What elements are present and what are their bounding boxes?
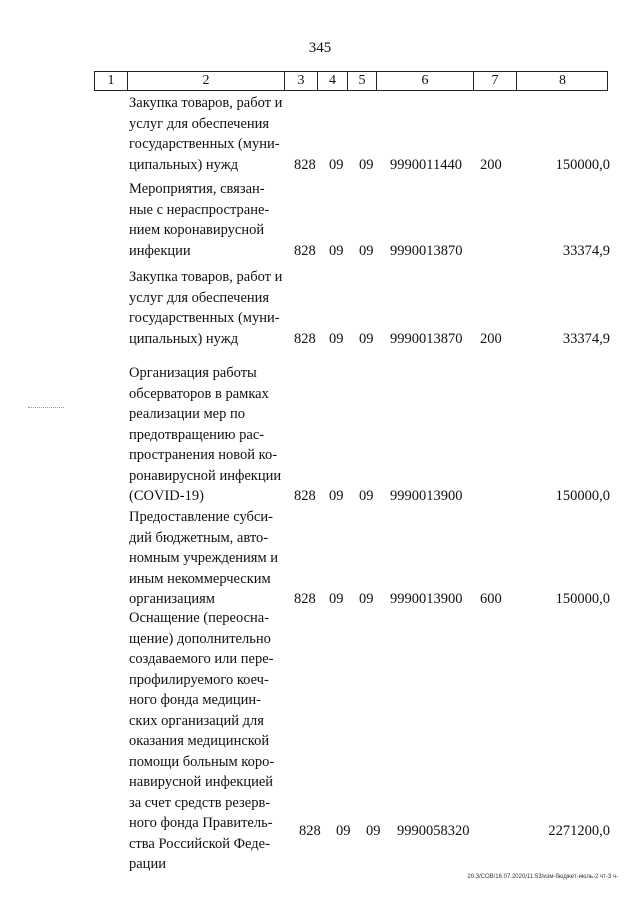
margin-scan-marks <box>28 407 64 409</box>
table-header-row <box>94 71 608 91</box>
row-amount: 33374,9 <box>562 330 610 347</box>
row-amount: 150000,0 <box>555 591 610 607</box>
row-target-code: 9990011440 <box>390 156 462 173</box>
header-col-2: 2 <box>128 72 285 90</box>
row-subsection: 09 <box>366 823 381 839</box>
header-col-7: 7 <box>474 72 517 90</box>
row-description: Закупка товаров, работ и услуг для обеспечения государственных (муни- ципальных) нужд <box>129 95 283 173</box>
row-amount: 150000,0 <box>555 156 610 173</box>
row-description: Организация работы обсерваторов в рамках реализации мер по предотвращению рас- пространения новой ко- ронавирусной инфекции (COVID-19) <box>129 365 282 504</box>
row-description: Предоставление субси- дий бюджетным, авто- номным учреждениям и иным некоммерческим организациям <box>129 509 279 607</box>
row-amount: 150000,0 <box>555 488 610 504</box>
row-target-code: 9990058320 <box>397 823 470 839</box>
row-description: Мероприятия, связан- ные с нераспростране- нием коронавирусной инфекции <box>129 181 270 259</box>
row-chapter: 828 <box>294 488 316 504</box>
row-section: 09 <box>329 591 344 607</box>
row-chapter: 828 <box>294 242 316 259</box>
row-target-code: 9990013870 <box>390 330 463 347</box>
header-col-5: 5 <box>348 72 377 90</box>
row-amount: 2271200,0 <box>548 823 610 839</box>
row-expense-type: 200 <box>480 156 502 173</box>
header-col-6: 6 <box>377 72 474 90</box>
row-target-code: 9990013900 <box>390 488 463 504</box>
row-section: 09 <box>329 242 344 259</box>
page-number: 345 <box>308 40 332 56</box>
row-chapter: 828 <box>294 330 316 347</box>
row-subsection: 09 <box>359 330 374 347</box>
row-section: 09 <box>336 823 351 839</box>
header-col-4: 4 <box>318 72 348 90</box>
row-section: 09 <box>329 156 344 173</box>
row-target-code: 9990013870 <box>390 242 463 259</box>
header-col-8: 8 <box>559 73 566 88</box>
row-subsection: 09 <box>359 242 374 259</box>
row-section: 09 <box>329 488 344 504</box>
header-col-1: 1 <box>95 72 128 90</box>
row-section: 09 <box>329 330 344 347</box>
row-subsection: 09 <box>359 591 374 607</box>
row-chapter: 828 <box>294 591 316 607</box>
row-chapter: 828 <box>299 823 321 839</box>
document-footer-stamp: 20.3/СОВ/16.07.2020/11:53/изм-бюджет-июль-2 чт-3 ч- <box>467 874 618 880</box>
row-description: Оснащение (переосна- щение) дополнительно создаваемого или пере- профилируемого коеч- ного фонда медицин- ских организаций для оказания медицинской помощи больным коро- навирусной инфекцией за счет средств резерв- ного фонда Правитель- ства Российской Феде- рации <box>129 610 275 872</box>
row-subsection: 09 <box>359 156 374 173</box>
row-description: Закупка товаров, работ и услуг для обеспечения государственных (муни- ципальных) нужд <box>129 269 283 347</box>
row-expense-type: 200 <box>480 330 502 347</box>
row-subsection: 09 <box>359 488 374 504</box>
row-amount: 33374,9 <box>562 242 610 259</box>
row-expense-type: 600 <box>480 591 502 607</box>
row-chapter: 828 <box>294 156 316 173</box>
row-target-code: 9990013900 <box>390 591 463 607</box>
header-col-3: 3 <box>285 72 318 90</box>
